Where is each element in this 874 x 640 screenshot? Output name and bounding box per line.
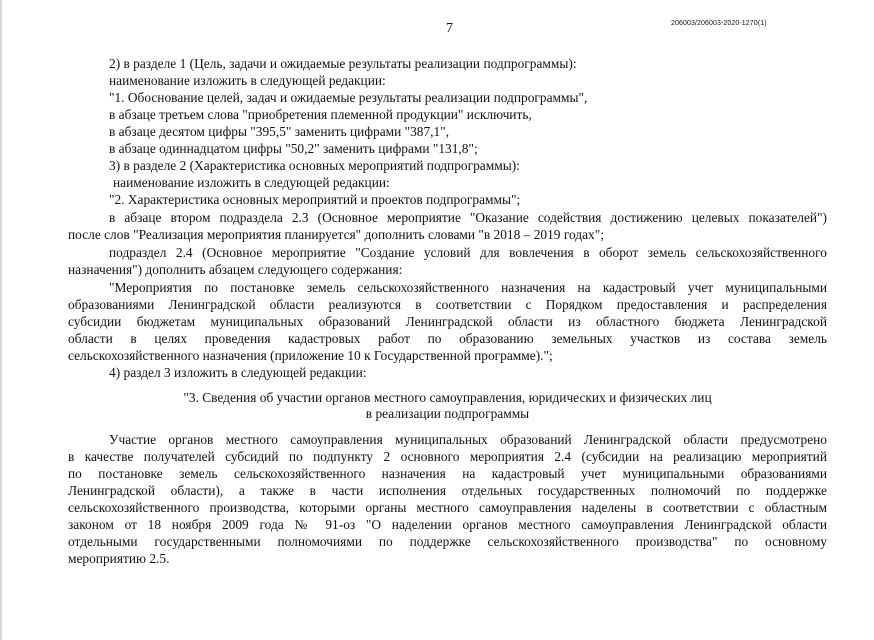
- section-heading: "3. Сведения об участии органов местного самоуправления, юридических и физических лиц: [183, 390, 712, 405]
- text-line: образованиями Ленинградской области реализуются в соответствии с Порядком предоставления и распределения: [68, 297, 827, 312]
- text-line: Участие органов местного самоуправления муниципальных образований Ленинградской области предусмотрено: [109, 432, 827, 447]
- text-line: мероприятию 2.5.: [68, 551, 170, 566]
- text-line: законом от 18 ноября 2009 года № 91-оз "О наделении органов местного самоуправления Ленинградской области: [68, 517, 827, 532]
- text-line: после слов "Реализация мероприятия планируется" дополнить словами "в 2018 – 2019 годах";: [68, 227, 604, 242]
- text-line: 2) в разделе 1 (Цель, задачи и ожидаемые результаты реализации подпрограммы):: [109, 56, 577, 71]
- page-number: 7: [446, 21, 453, 36]
- text-line: "2. Характеристика основных мероприятий и проектов подпрограммы";: [109, 192, 521, 207]
- text-line: субсидии бюджетам муниципальных образований Ленинградской области из областного бюджета Ленинградской: [68, 314, 827, 329]
- document-id: 206003/206003-2020-1270(1): [671, 20, 767, 27]
- text-line: в абзаце втором подраздела 2.3 (Основное мероприятие "Оказание содействия достижению целевых показателей"): [109, 210, 827, 225]
- text-line: в абзаце десятом цифры "395,5" заменить цифрами "387,1",: [109, 124, 450, 139]
- text-line: подраздел 2.4 (Основное мероприятие "Создание условий для вовлечения в оборот земель сельскохозяйственного: [109, 245, 827, 260]
- text-line: Ленинградской области), а также в части исполнения отдельных государственных полномочий по поддержке: [68, 483, 827, 498]
- text-line: "1. Обоснование целей, задач и ожидаемые результаты реализации подпрограммы",: [109, 90, 588, 105]
- text-line: 3) в разделе 2 (Характеристика основных мероприятий подпрограммы):: [109, 158, 520, 173]
- text-line: по постановке земель сельскохозяйственного назначения на кадастровый учет муниципальными образованиями: [68, 466, 827, 481]
- text-line: в абзаце третьем слова "приобретения племенной продукции" исключить,: [109, 107, 532, 122]
- text-line: назначения") дополнить абзацем следующего содержания:: [68, 262, 403, 277]
- scan-edge-shadow: [0, 0, 3, 640]
- text-line: отдельными государственными полномочиями по поддержке сельскохозяйственного производства" по основному: [68, 534, 827, 549]
- text-line: "Мероприятия по постановке земель сельскохозяйственного назначения на кадастровый учет муниципальными: [109, 280, 827, 295]
- text-line: сельскохозяйственного производства, которыми органы местного самоуправления наделены в соответствии с областным: [68, 500, 827, 515]
- text-line: в качестве получателей субсидий по подпункту 2 основного мероприятия 2.4 (субсидии на реализацию мероприятий: [68, 449, 827, 464]
- text-line: 4) раздел 3 изложить в следующей редакции:: [109, 365, 367, 380]
- text-line: наименование изложить в следующей редакции:: [109, 73, 386, 88]
- text-line: в абзаце одиннадцатом цифры "50,2" заменить цифрами "131,8";: [109, 141, 478, 156]
- section-heading: в реализации подпрограммы: [365, 406, 530, 421]
- text-line: сельскохозяйственного назначения (приложение 10 к Государственной программе).";: [68, 348, 553, 363]
- text-line: области в целях проведения кадастровых работ по образованию земельных участков из состава земель: [68, 331, 827, 346]
- text-line: наименование изложить в следующей редакции:: [113, 175, 390, 190]
